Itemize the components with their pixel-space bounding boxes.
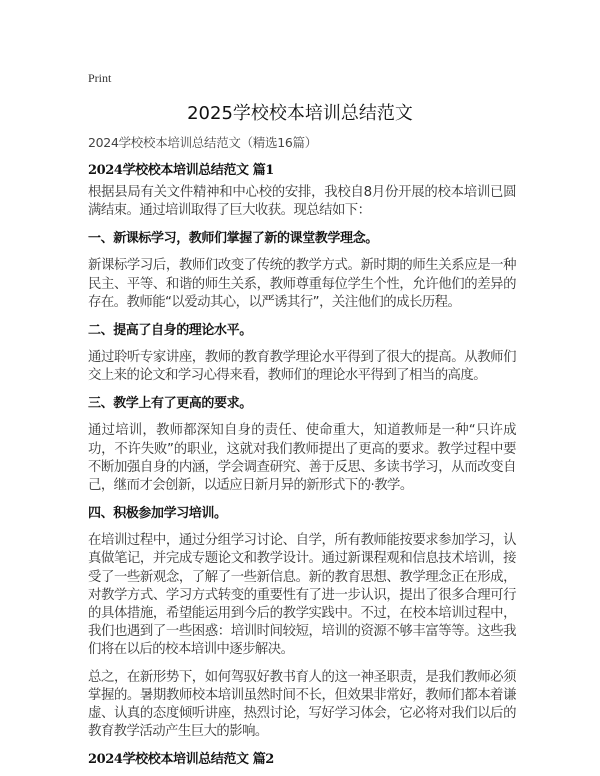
section-heading-3: 三、教学上有了更高的要求。	[88, 396, 252, 412]
section-heading-2: 二、提高了自身的理论水平。	[88, 323, 252, 339]
section-heading-4: 四、积极参加学习培训。	[88, 506, 227, 522]
article-intro: 根据县局有关文件精神和中心校的安排，我校自8月份开展的校本培训已圆满结束。通过培训取得了巨大收获。现总结如下：	[88, 185, 516, 219]
print-label: Print	[88, 71, 112, 85]
section-body-2: 通过聆听专家讲座，教师的教育教学理论水平得到了很大的提高。从教师们交上来的论文和学习心得来看，教师们的理论水平得到了相当的高度。	[88, 350, 516, 384]
section-body-1: 新课标学习后，教师们改变了传统的教学方式。新时期的师生关系应是一种民主、平等、和谐的师生关系，教师尊重每位学生个性，允许他们的差异的存在。教师能“以爱动其心，以严诱其行”，关注他们的成长历程。	[88, 258, 516, 310]
article-heading-2: 2024学校校本培训总结范文 篇2	[88, 752, 274, 768]
article-heading-1: 2024学校校本培训总结范文 篇1	[88, 163, 274, 178]
article-conclusion: 总之，在新形势下，如何驾驭好教书育人的这一神圣职责，是我们教师必须掌握的。暑期教师校本培训虽然时间不长，但效果非常好，教师们都本着谦虚、认真的态度倾听讲座，热烈讨论，写好学习体会，它必将对我们以后的教育教学活动产生巨大的影响。	[88, 669, 516, 740]
document-page	[88, 70, 516, 769]
document-subtitle: 2024学校校本培训总结范文（精选16篇）	[88, 135, 317, 150]
section-body-3: 通过培训，教师都深知自身的责任、使命重大，知道教师是一种“只许成功，不许失败”的职业，这就对我们教师提出了更高的要求。教学过程中要不断加强自身的内涵，学会调查研究、善于反思、多读书学习，从而改变自己，继而才会创新，以适应日新月异的新形式下的·教学。	[88, 423, 516, 494]
section-body-4: 在培训过程中，通过分组学习讨论、自学，所有教师能按要求参加学习，认真做笔记，并完成专题论文和教学设计。通过新课程观和信息技术培训，接受了一些新观念，了解了一些新信息。新的教育思想、教学理念正在形成，对教学方式、学习方式转变的重要性有了进一步认识，提出了很多合理可行的具体措施，希望能运用到今后的教学实践中。不过，在校本培训过程中，我们也遇到了一些困惑：培训时间较短，培训的资源不够丰富等等。这些我们将在以后的校本培训中逐步解决。	[88, 533, 516, 658]
section-heading-1: 一、新课标学习，教师们掌握了新的课堂教学理念。	[88, 231, 378, 247]
document-title: 2025学校校本培训总结范文	[187, 103, 413, 124]
